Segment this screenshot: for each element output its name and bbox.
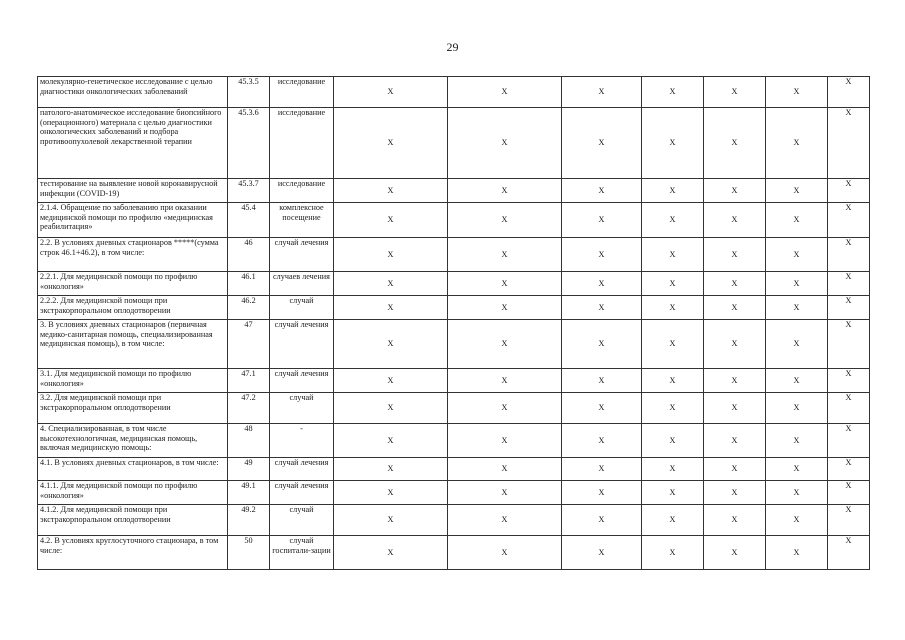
x-cell: Х <box>334 203 448 238</box>
x-cell: Х <box>334 296 448 320</box>
x-cell: Х <box>704 505 766 536</box>
x-cell: Х <box>448 481 562 505</box>
x-cell: Х <box>828 424 870 458</box>
row-unit-cell: случай <box>270 505 334 536</box>
table-row <box>38 369 870 393</box>
row-name-cell: 2.2.1. Для медицинской помощи по профилю «онкология» <box>38 272 228 296</box>
x-cell: Х <box>562 272 642 296</box>
row-name-cell: молекулярно-генетическое исследование с целью диагностики онкологических заболеваний <box>38 77 228 108</box>
x-cell: Х <box>562 108 642 179</box>
x-cell: Х <box>828 481 870 505</box>
x-cell: Х <box>704 320 766 369</box>
x-cell: Х <box>334 179 448 203</box>
row-unit-cell: исследование <box>270 77 334 108</box>
x-cell: Х <box>828 296 870 320</box>
x-cell: Х <box>704 369 766 393</box>
row-code-cell: 49 <box>228 458 270 481</box>
row-unit-cell: комплексное посещение <box>270 203 334 238</box>
x-cell: Х <box>448 393 562 424</box>
x-cell: Х <box>334 320 448 369</box>
x-cell: Х <box>334 393 448 424</box>
x-cell: Х <box>704 481 766 505</box>
x-cell: Х <box>704 536 766 570</box>
x-cell: Х <box>448 536 562 570</box>
row-code-cell: 47.2 <box>228 393 270 424</box>
row-code-cell: 45.3.7 <box>228 179 270 203</box>
table-row <box>38 179 870 203</box>
row-unit-cell: случай госпитали-зации <box>270 536 334 570</box>
row-name-cell: 3.1. Для медицинской помощи по профилю «онкология» <box>38 369 228 393</box>
x-cell: Х <box>704 272 766 296</box>
row-code-cell: 45.4 <box>228 203 270 238</box>
row-name-cell: 4.1.2. Для медицинской помощи при экстракорпоральном оплодотворении <box>38 505 228 536</box>
row-unit-cell: исследование <box>270 179 334 203</box>
x-cell: Х <box>448 238 562 272</box>
x-cell: Х <box>562 77 642 108</box>
x-cell: Х <box>704 179 766 203</box>
x-cell: Х <box>448 505 562 536</box>
row-code-cell: 45.3.6 <box>228 108 270 179</box>
x-cell: Х <box>766 458 828 481</box>
x-cell: Х <box>334 481 448 505</box>
table-row <box>38 393 870 424</box>
x-cell: Х <box>766 393 828 424</box>
x-cell: Х <box>828 77 870 108</box>
table-row <box>38 272 870 296</box>
x-cell: Х <box>334 424 448 458</box>
x-cell: Х <box>334 272 448 296</box>
x-cell: Х <box>828 179 870 203</box>
table-row <box>38 458 870 481</box>
x-cell: Х <box>562 320 642 369</box>
x-cell: Х <box>562 481 642 505</box>
row-code-cell: 47 <box>228 320 270 369</box>
x-cell: Х <box>562 203 642 238</box>
x-cell: Х <box>704 393 766 424</box>
row-name-cell: 4.1. В условиях дневных стационаров, в том числе: <box>38 458 228 481</box>
table-row <box>38 238 870 272</box>
x-cell: Х <box>448 369 562 393</box>
x-cell: Х <box>704 424 766 458</box>
x-cell: Х <box>704 108 766 179</box>
x-cell: Х <box>828 369 870 393</box>
x-cell: Х <box>828 393 870 424</box>
x-cell: Х <box>766 505 828 536</box>
x-cell: Х <box>448 458 562 481</box>
x-cell: Х <box>334 505 448 536</box>
row-unit-cell: случаев лечения <box>270 272 334 296</box>
x-cell: Х <box>704 238 766 272</box>
row-unit-cell: случай лечения <box>270 320 334 369</box>
x-cell: Х <box>448 179 562 203</box>
x-cell: Х <box>704 77 766 108</box>
x-cell: Х <box>562 369 642 393</box>
row-name-cell: патолого-анатомическое исследование биопсийного (операционного) материала с целью диагностики онкологических заболеваний и подбора противоопухолевой лекарственной терапии <box>38 108 228 179</box>
x-cell: Х <box>642 179 704 203</box>
x-cell: Х <box>562 536 642 570</box>
row-name-cell: 4. Специализированная, в том числе высокотехнологичная, медицинская помощь, включая медицинскую помощь: <box>38 424 228 458</box>
x-cell: Х <box>642 203 704 238</box>
x-cell: Х <box>334 369 448 393</box>
x-cell: Х <box>448 203 562 238</box>
page-number: 29 <box>446 40 459 54</box>
row-name-cell: 3. В условиях дневных стационаров (первичная медико-санитарная помощь, специализированная медицинская помощь), в том числе: <box>38 320 228 369</box>
x-cell: Х <box>642 296 704 320</box>
x-cell: Х <box>642 536 704 570</box>
table-row <box>38 424 870 458</box>
row-code-cell: 49.2 <box>228 505 270 536</box>
x-cell: Х <box>828 108 870 179</box>
row-code-cell: 46.1 <box>228 272 270 296</box>
row-name-cell: 4.1.1. Для медицинской помощи по профилю «онкология» <box>38 481 228 505</box>
x-cell: Х <box>766 108 828 179</box>
x-cell: Х <box>766 272 828 296</box>
x-cell: Х <box>766 424 828 458</box>
x-cell: Х <box>448 272 562 296</box>
x-cell: Х <box>334 77 448 108</box>
row-unit-cell: случай <box>270 393 334 424</box>
x-cell: Х <box>642 77 704 108</box>
x-cell: Х <box>704 296 766 320</box>
x-cell: Х <box>766 179 828 203</box>
row-unit-cell: - <box>270 424 334 458</box>
x-cell: Х <box>828 536 870 570</box>
x-cell: Х <box>642 272 704 296</box>
x-cell: Х <box>828 272 870 296</box>
table-row <box>38 505 870 536</box>
x-cell: Х <box>642 108 704 179</box>
row-code-cell: 46 <box>228 238 270 272</box>
x-cell: Х <box>562 179 642 203</box>
row-unit-cell: случай лечения <box>270 369 334 393</box>
x-cell: Х <box>828 238 870 272</box>
row-code-cell: 45.3.5 <box>228 77 270 108</box>
row-name-cell: 2.2. В условиях дневных стационаров *****(сумма строк 46.1+46.2), в том числе: <box>38 238 228 272</box>
x-cell: Х <box>766 77 828 108</box>
row-name-cell: 4.2. В условиях круглосуточного стационара, в том числе: <box>38 536 228 570</box>
row-name-cell: тестирование на выявление новой коронавирусной инфекции (COVID-19) <box>38 179 228 203</box>
x-cell: Х <box>766 536 828 570</box>
x-cell: Х <box>642 481 704 505</box>
x-cell: Х <box>562 296 642 320</box>
x-cell: Х <box>642 238 704 272</box>
table-row <box>38 108 870 179</box>
x-cell: Х <box>704 458 766 481</box>
table-row <box>38 77 870 108</box>
x-cell: Х <box>448 108 562 179</box>
row-name-cell: 2.2.2. Для медицинской помощи при экстракорпоральном оплодотворении <box>38 296 228 320</box>
data-table <box>37 76 870 570</box>
x-cell: Х <box>828 320 870 369</box>
x-cell: Х <box>562 424 642 458</box>
row-code-cell: 47.1 <box>228 369 270 393</box>
x-cell: Х <box>334 238 448 272</box>
x-cell: Х <box>562 393 642 424</box>
x-cell: Х <box>642 369 704 393</box>
row-unit-cell: случай лечения <box>270 458 334 481</box>
row-name-cell: 2.1.4. Обращение по заболеванию при оказании медицинской помощи по профилю «медицинская реабилитация» <box>38 203 228 238</box>
table-row <box>38 481 870 505</box>
x-cell: Х <box>828 505 870 536</box>
x-cell: Х <box>562 505 642 536</box>
x-cell: Х <box>562 238 642 272</box>
x-cell: Х <box>766 296 828 320</box>
row-code-cell: 49.1 <box>228 481 270 505</box>
x-cell: Х <box>642 393 704 424</box>
table-row <box>38 296 870 320</box>
row-code-cell: 48 <box>228 424 270 458</box>
row-unit-cell: случай <box>270 296 334 320</box>
table-row <box>38 536 870 570</box>
row-code-cell: 50 <box>228 536 270 570</box>
x-cell: Х <box>334 536 448 570</box>
x-cell: Х <box>448 296 562 320</box>
x-cell: Х <box>448 424 562 458</box>
x-cell: Х <box>766 203 828 238</box>
x-cell: Х <box>334 458 448 481</box>
x-cell: Х <box>828 203 870 238</box>
x-cell: Х <box>642 424 704 458</box>
x-cell: Х <box>766 320 828 369</box>
row-unit-cell: исследование <box>270 108 334 179</box>
x-cell: Х <box>448 320 562 369</box>
x-cell: Х <box>642 320 704 369</box>
row-name-cell: 3.2. Для медицинской помощи при экстракорпоральном оплодотворении <box>38 393 228 424</box>
x-cell: Х <box>766 369 828 393</box>
row-unit-cell: случай лечения <box>270 481 334 505</box>
x-cell: Х <box>766 238 828 272</box>
x-cell: Х <box>334 108 448 179</box>
table-row <box>38 203 870 238</box>
x-cell: Х <box>642 458 704 481</box>
row-code-cell: 46.2 <box>228 296 270 320</box>
row-unit-cell: случай лечения <box>270 238 334 272</box>
table-row <box>38 320 870 369</box>
x-cell: Х <box>448 77 562 108</box>
x-cell: Х <box>642 505 704 536</box>
x-cell: Х <box>704 203 766 238</box>
x-cell: Х <box>766 481 828 505</box>
x-cell: Х <box>562 458 642 481</box>
x-cell: Х <box>828 458 870 481</box>
